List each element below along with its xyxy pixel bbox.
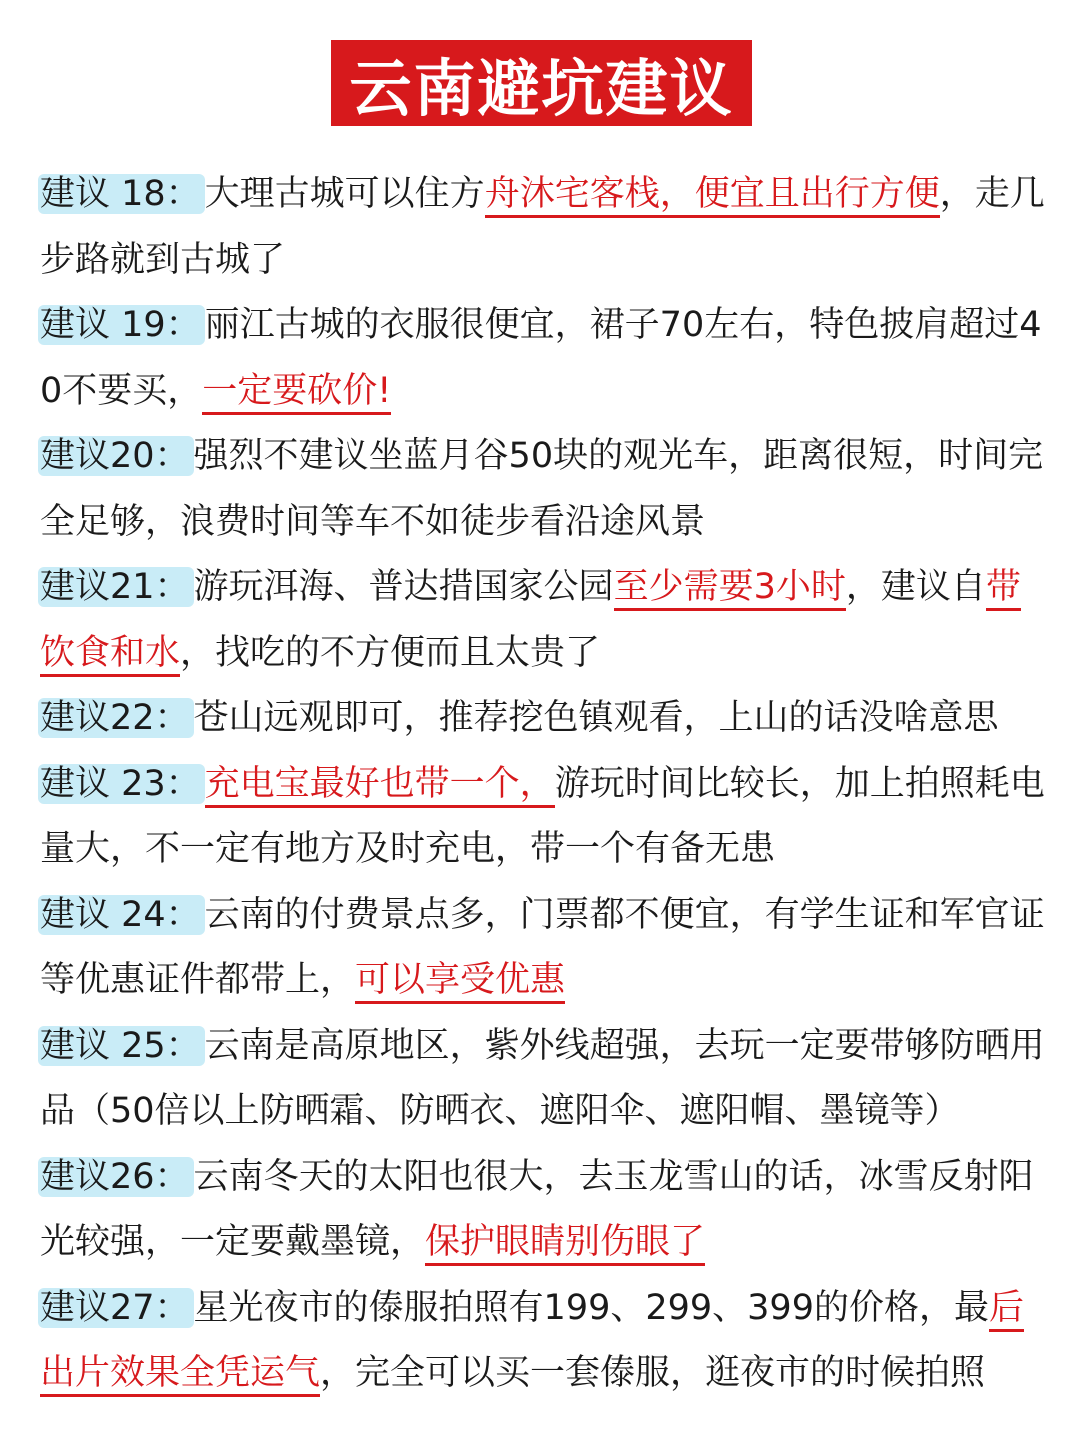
tip-text: 云南冬天的太阳也很大，去玉龙雪山的话，冰雪反射阳光较强，一定要戴墨镜， — [40, 1156, 1034, 1262]
tip-text: 云南是高原地区，紫外线超强，去玩一定要带够防晒用品（50倍以上防晒霜、防晒衣、遮阳伞、遮阳帽、墨镜等） — [40, 1025, 1045, 1131]
tip-highlight: 后出片效果全凭运气 — [40, 1288, 1024, 1398]
tip-23 — [40, 752, 1045, 883]
tip-text-middle: ，建议自 — [845, 567, 986, 607]
tip-highlight: 保护眼睛别伤眼了 — [425, 1222, 705, 1266]
tip-label: 建议22： — [38, 698, 194, 738]
title-banner — [331, 40, 752, 126]
tip-text: 苍山远观即可，推荐挖色镇观看，上山的话没啥意思 — [193, 698, 999, 738]
tip-label: 建议27： — [38, 1288, 194, 1328]
tip-text: 星光夜市的傣服拍照有199、299、399的价格，最 — [193, 1287, 989, 1328]
tip-text: 丽江古城的衣服很便宜，裙子70左右，特色披肩超过40不要买， — [40, 305, 1042, 411]
tip-24 — [40, 883, 1045, 1014]
tip-21 — [40, 555, 1045, 686]
tip-text: 云南的付费景点多，门票都不便宜，有学生证和军官证等优惠证件都带上， — [40, 894, 1045, 1000]
tip-text: 大理古城可以住方 — [204, 174, 485, 214]
tips-list — [40, 162, 1045, 1407]
tip-highlight: 至少需要3小时 — [614, 567, 846, 611]
tip-highlight: 舟沐宅客栈，便宜且出行方便 — [485, 174, 940, 218]
tip-text-after: ，走几步路就到古城了 — [40, 174, 1045, 280]
tip-text: 游玩洱海、普达措国家公园 — [193, 567, 614, 607]
tip-label: 建议20： — [38, 436, 194, 476]
tip-text: 强烈不建议坐蓝月谷50块的观光车，距离很短，时间完全足够，浪费时间等车不如徒步看沿途风景 — [40, 436, 1044, 542]
tip-highlight: 一定要砍价! — [202, 371, 391, 415]
page-title: 云南避坑建议 — [349, 51, 734, 125]
tip-label: 建议 23： — [38, 764, 205, 804]
tip-20 — [40, 424, 1045, 555]
tip-highlight: 可以享受优惠 — [355, 960, 565, 1004]
tip-25 — [40, 1014, 1045, 1145]
tip-label: 建议 25： — [38, 1026, 205, 1066]
tip-19 — [40, 293, 1045, 424]
tip-label: 建议26： — [38, 1157, 194, 1197]
tip-highlight-2: 带饮食和水 — [40, 567, 1021, 677]
tip-label: 建议 18： — [38, 174, 205, 214]
tip-label: 建议 24： — [38, 895, 205, 935]
tip-18 — [40, 162, 1045, 293]
tip-highlight: 充电宝最好也带一个， — [205, 764, 555, 808]
tip-text-after: ，找吃的不方便而且太贵了 — [180, 632, 601, 673]
tip-text-after: 游玩时间比较长，加上拍照耗电量大，不一定有地方及时充电，带一个有备无患 — [40, 763, 1045, 869]
tip-label: 建议 19： — [38, 305, 205, 345]
tip-text-after: ，完全可以买一套傣服，逛夜市的时候拍照 — [320, 1353, 986, 1393]
tip-22 — [40, 686, 1045, 752]
tip-27 — [40, 1276, 1045, 1407]
tip-label: 建议21： — [38, 567, 194, 607]
tip-26 — [40, 1145, 1045, 1276]
